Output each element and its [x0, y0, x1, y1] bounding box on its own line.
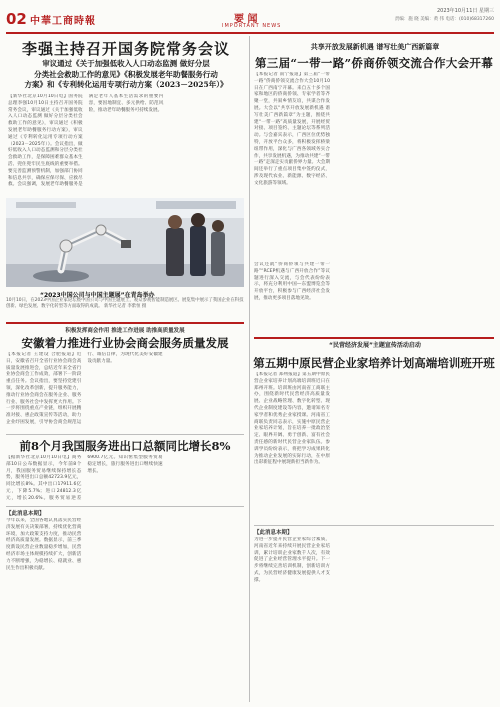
- feature2-kicker: “民营经济发展”主题宣传活动启动: [329, 342, 421, 349]
- section-rule: [6, 434, 244, 435]
- lead-article-text: 【新华社北京10月10日电】国务院总理李强10月10日主持召开国务院常务会议，审议通过《关于加强低收入人口动态监测 做好分层分类社会救助工作的意见》，审议通过《积极发展老年助餐服务行动方案》，审议通过《专利转化运用专项行动方案（2023－2025年）》。会议指出，做好低收入人口动态监测和分层分类社会救助工作，是保障困难群众基本生活、兜住兜牢民生底线的重要举措。要完善监测预警机制，加强部门协同和信息共享，确保应保尽保、应救尽救。会议强调，发展老年助餐服务是满足老年人基本生活需求的重要内容，要因地制宜、多元供给、防范风险，推动老年助餐服务可持续发展。: [8, 94, 164, 188]
- feature1-text: 【本报记者 南宁报道】第三届“一带一路”侨商侨领交流合作大会10月10日在广西南宁开幕。来自五十多个国家和地区的侨商侨领、专家学者等齐聚一堂，共叙乡情友谊，共谋合作发展。大会以“共享开放发展新机遇 谱写壮美广西新篇章”为主题，围绕共建“一带一路”高质量发展，开展经贸对接、项目签约、主题论坛等系列活动。与会嘉宾表示，广西区位优势独特，开放平台众多，将积极发挥桥梁纽带作用，深化与广西各领域务实合作，共享发展机遇，为推动共建“一带一路”走深走实贡献侨界力量。大会期间还举行了重点项目集中签约仪式，涉及现代农业、新能源、数字经济、文化旅游等领域。: [254, 72, 330, 186]
- lead-article-body: [8, 94, 244, 194]
- article2-body: [6, 352, 244, 432]
- feature2-body: [254, 372, 494, 522]
- lead-subheadline-line-3: 方案》和《专利转化运用专项行动方案（2023－2025年）》: [24, 80, 228, 89]
- column-divider: [249, 36, 250, 702]
- lead-headline: 李强主持召开国务院常务会议: [21, 40, 230, 58]
- lead-subheadline: [8, 59, 244, 91]
- feature2-headline: 第五期中原民营企业家培养计划高端培训班开班: [253, 356, 495, 370]
- article2-text: 【本报记者 王建设 合肥报道】近日，安徽省召开全省行业协会商会高质量发展推进会，总结近年来全省行业协会商会工作成效，部署下一阶段重点任务。会议指出，要坚持党建引领，深化改革创新，提升服务能力，推动行业协会商会在服务企业、服务行业、服务社会中发挥更大作用。下一步将围绕重点产业链，组织开展精准对接、惠企政策宣传等活动，助力企业纾困发展，引导协会商会规范运行、诚信自律，为现代化美好安徽建设贡献力量。: [6, 352, 163, 425]
- feature3-kicker: 【此消息本期】: [254, 530, 293, 536]
- article3-headline: 前8个月我国服务进出口总额同比增长8%: [19, 439, 231, 453]
- masthead: [6, 4, 494, 34]
- article2-kicker: 积极发挥商会作用 推进工作进展 助推高质量发展: [65, 328, 185, 334]
- lead-subheadline-line-1: 审议通过《关于加强低收入人口动态监测 做好分层: [42, 59, 210, 68]
- section-rule: [254, 525, 494, 526]
- paper-name: 中華工商時報: [30, 16, 96, 27]
- article3-body: [6, 455, 244, 503]
- article4-body: [6, 518, 244, 698]
- section-title: 要 闻: [234, 14, 258, 25]
- page-number: 02: [6, 10, 27, 28]
- editor-line: 责编：施 晓 美编：黄 伟 电话：(010)68317260: [394, 17, 494, 22]
- section-rule: [6, 322, 244, 324]
- article2-headline: 安徽着力推进行业协会商会服务质量发展: [21, 336, 229, 350]
- feature1-headline: 第三届“一带一路”侨商侨领交流合作大会开幕: [254, 56, 494, 70]
- feature3-body: [254, 537, 494, 697]
- feature1-kicker: 共享开放发展新机遇 谱写壮美广西新篇章: [310, 43, 440, 51]
- feature3-text: 为进一步提升民营企业家综合素质，河南省近年来持续开展民营企业家培训，累计培训企业家数千人次，有效促进了企业经营管理水平提升。下一步将继续完善培训机制，创新培训方式，为民营经济健康发展提供人才支撑。: [254, 537, 330, 583]
- article4-kicker: 【此消息本期】: [6, 511, 45, 517]
- feature2-text: 【本报记者 郑州报道】第五期中原民营企业家培养计划高端培训班近日在郑州开班。培训班由河南省工商联主办，围绕新时代民营经济高质量发展、企业战略管理、数字化转型、现代企业制度建设等内容，邀请知名专家学者和优秀企业家授课。河南省工商联负责同志表示，实施中原民营企业家培养计划，旨在培养一批政治坚定、眼界开阔、勇于创新、富有社会责任感的新时代民营企业家队伍。参训学员纷纷表示，将把学习成果转化为推动企业发展的实际行动，在中原出彩新征程中展现新担当新作为。: [254, 372, 330, 466]
- feature1-body: [254, 72, 494, 260]
- photo-caption: “2023中国公司与中国主题展”在青岛举办: [40, 292, 155, 299]
- feature1-text-2: 会议还就“侨商侨领与共建一带一路”“RCEP机遇与广西开放合作”等议题进行深入交流，与会代表纷纷表示，将充分利用中国—东盟博览会等开放平台，积极参与广西经济社会发展，推动更多项目落地见效。: [254, 262, 330, 301]
- section-title-en: IMPORTANT NEWS: [222, 23, 282, 29]
- feature1-body-2: [254, 262, 494, 334]
- section-rule: [254, 337, 494, 339]
- article3-text: 【据新华社北京10月10日电】商务部10日公布数据显示，今年前8个月，我国服务贸易继续保持增长态势，服务进出口总额42723.9亿元，同比增长8%。其中出口17911.6亿元，下降5.7%；进口24812.3亿元，增长20.6%。服务贸易逆差6900.7亿元。知识密集型服务贸易稳定增长，旅行服务进出口继续快速增长。: [6, 455, 163, 501]
- issue-date: 2023年10月11日 星期三: [436, 8, 494, 14]
- article4-text: 今年以来，全国各地认真落实民营经济发展有关决策部署，持续优化营商环境，加大政策支持力度，推动民营经济高质量发展。数据显示，前三季度新设民营企业数量稳步增加，民营经济市场主体规模持续扩大，创新活力不断增强，为稳增长、稳就业、惠民生作出积极贡献。: [6, 518, 82, 571]
- news-photo: [6, 198, 244, 287]
- photo-caption-note: 10月10日，在2023中国企业家论坛暨中国公司与中国主题展上，观众参观智能制造展区。展览集中展示了我国企业在科技创新、绿色发展、数字化转型等方面取得的成就。 新华社记者 李紫恒 摄: [6, 298, 244, 309]
- section-rule: [6, 506, 244, 507]
- lead-subheadline-line-2: 分类社会救助工作的意见》《积极发展老年助餐服务行动: [34, 69, 218, 79]
